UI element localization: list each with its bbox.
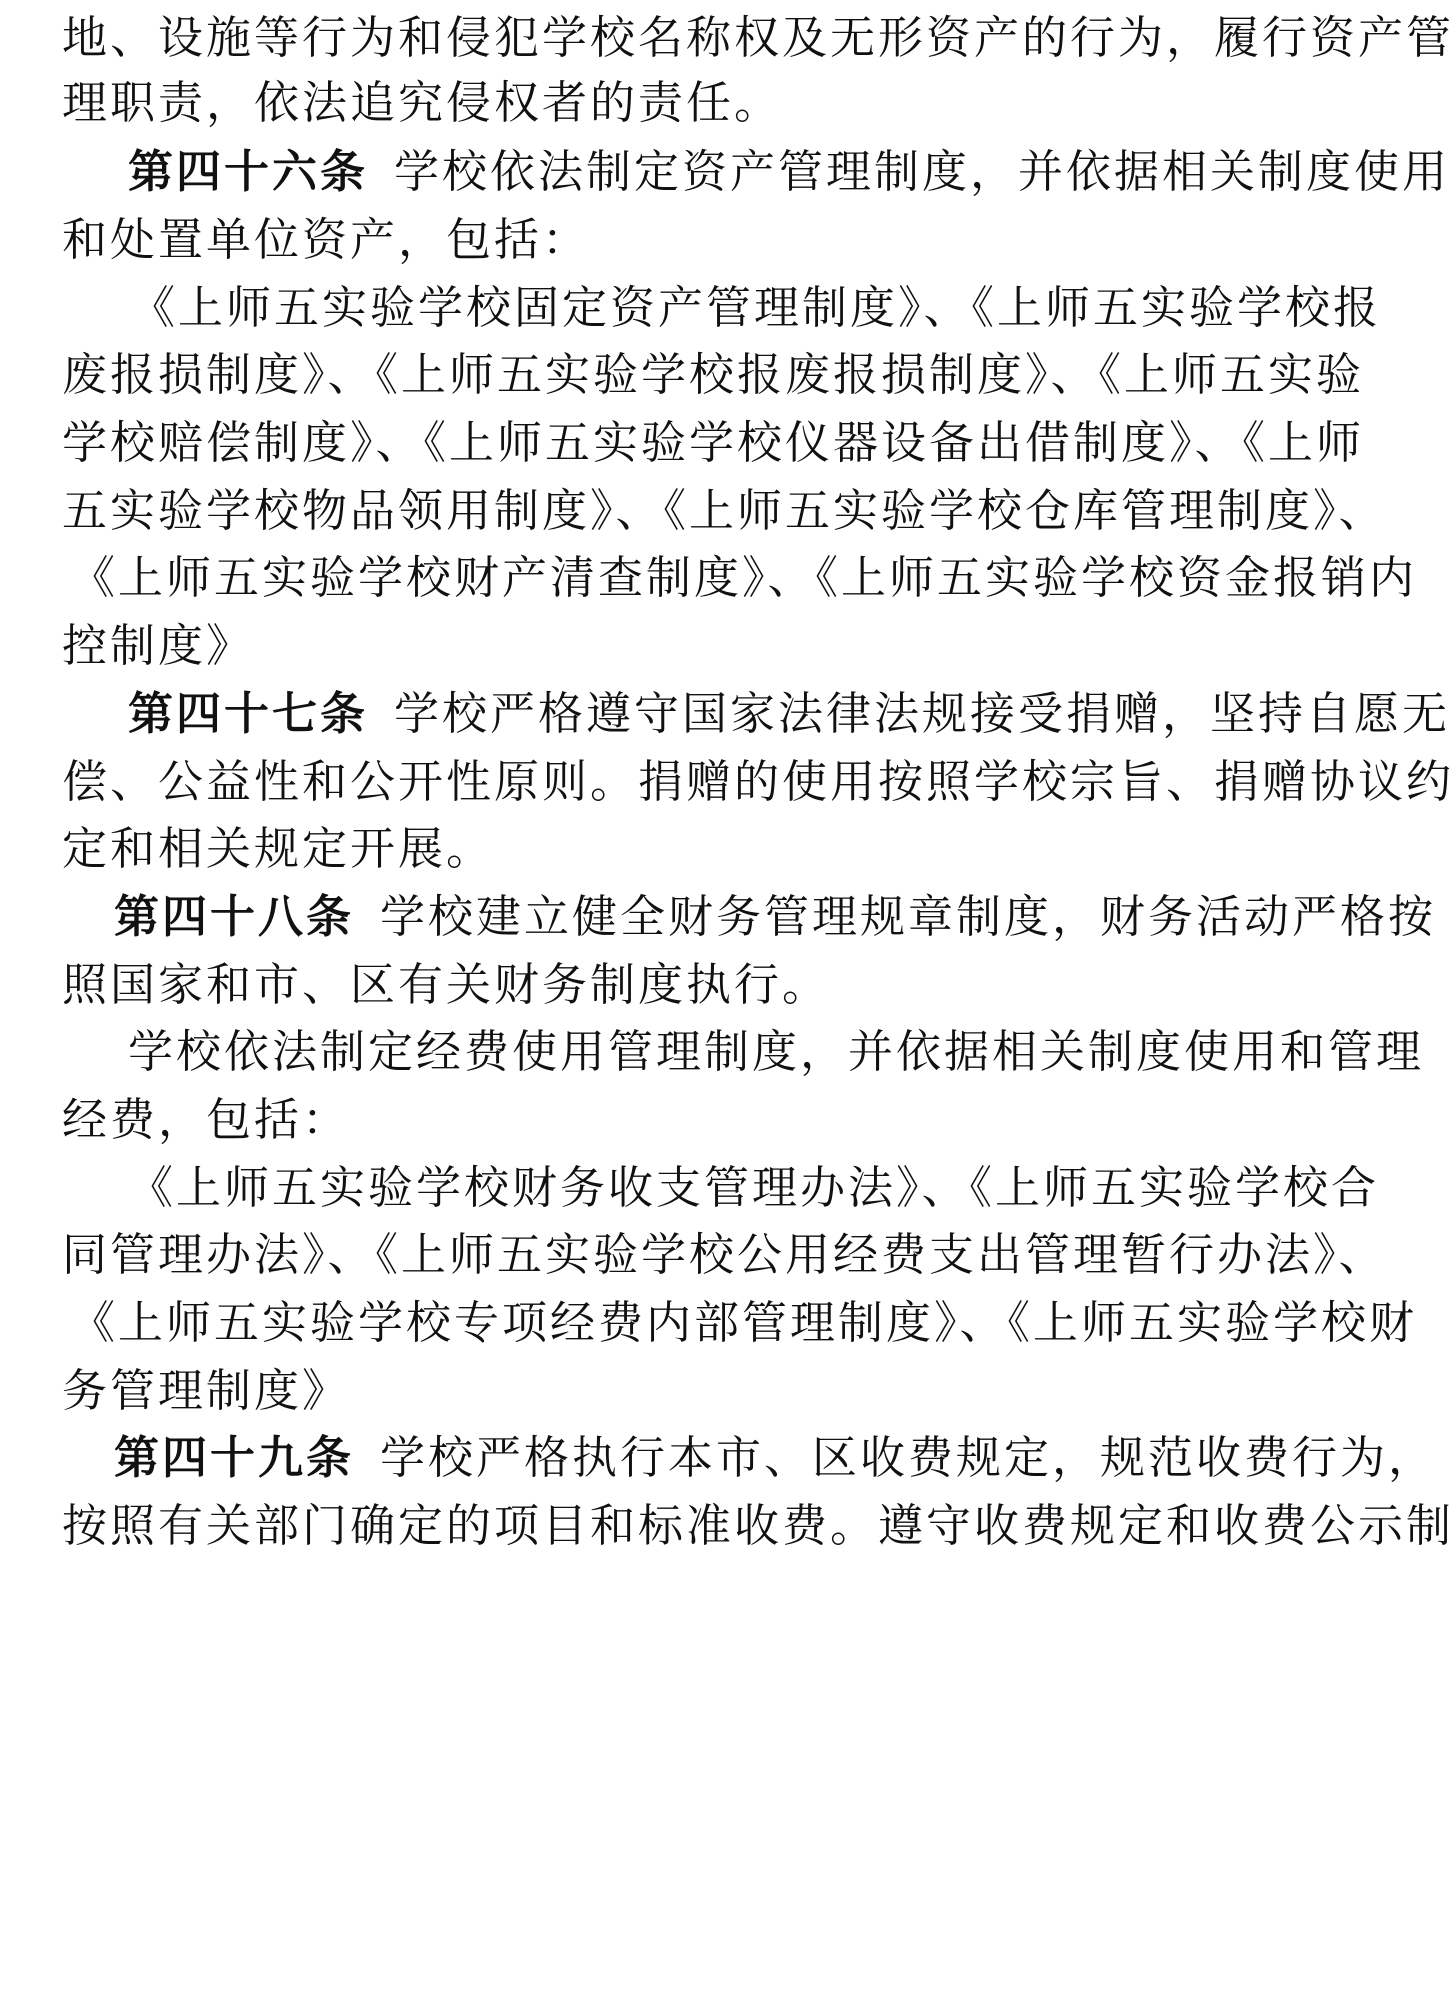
text-line: 和处置单位资产，包括： — [62, 213, 591, 266]
text-line: 理职责，依法追究侵权者的责任。 — [62, 76, 783, 129]
text-line: 学校严格执行本市、区收费规定，规范收费行为， — [380, 1431, 1437, 1484]
text-line: 《上师五实验学校财产清查制度》、《上师五实验学校资金报销内 — [70, 551, 1418, 604]
text-line: 《上师五实验学校财务收支管理办法》、《上师五实验学校合 — [128, 1161, 1380, 1214]
text-line: 经费，包括： — [62, 1093, 351, 1146]
text-line: 学校赔偿制度》、《上师五实验学校仪器设备出借制度》、《上师 — [62, 416, 1365, 469]
text-line: 按照有关部门确定的项目和标准收费。遵守收费规定和收费公示制 — [62, 1499, 1454, 1552]
text-line: 定和相关规定开展。 — [62, 822, 495, 875]
article-48-paragraph — [114, 887, 1437, 947]
text-line: 五实验学校物品领用制度》、《上师五实验学校仓库管理制度》、 — [62, 484, 1387, 537]
text-line: 务管理制度》 — [62, 1364, 351, 1417]
text-line: 照国家和市、区有关财务制度执行。 — [62, 958, 831, 1011]
text-line: 《上师五实验学校专项经费内部管理制度》、《上师五实验学校财 — [70, 1296, 1418, 1349]
text-line: 学校建立健全财务管理规章制度，财务活动严格按 — [380, 890, 1437, 943]
text-line: 废报损制度》、《上师五实验学校报废报损制度》、《上师五实验 — [62, 348, 1365, 401]
text-line: 控制度》 — [62, 619, 255, 672]
article-47-heading: 第四十七条 — [128, 687, 369, 740]
text-line: 偿、公益性和公开性原则。捐赠的使用按照学校宗旨、捐赠协议约 — [62, 755, 1454, 808]
article-49-heading: 第四十九条 — [114, 1431, 355, 1484]
article-46-heading: 第四十六条 — [128, 145, 369, 198]
article-49-paragraph — [114, 1428, 1437, 1488]
text-line: 《上师五实验学校固定资产管理制度》、《上师五实验学校报 — [130, 281, 1382, 334]
text-line: 学校依法制定资产管理制度，并依据相关制度使用 — [394, 145, 1451, 198]
text-line: 同管理办法》、《上师五实验学校公用经费支出管理暂行办法》、 — [62, 1228, 1387, 1281]
text-line: 学校严格遵守国家法律法规接受捐赠，坚持自愿无 — [394, 687, 1451, 740]
text-line: 地、设施等行为和侵犯学校名称权及无形资产的行为，履行资产管 — [62, 11, 1454, 64]
article-47-paragraph — [128, 684, 1451, 744]
article-46-paragraph — [128, 142, 1451, 202]
text-line: 学校依法制定经费使用管理制度，并依据相关制度使用和管理 — [128, 1025, 1425, 1078]
article-48-heading: 第四十八条 — [114, 890, 355, 943]
